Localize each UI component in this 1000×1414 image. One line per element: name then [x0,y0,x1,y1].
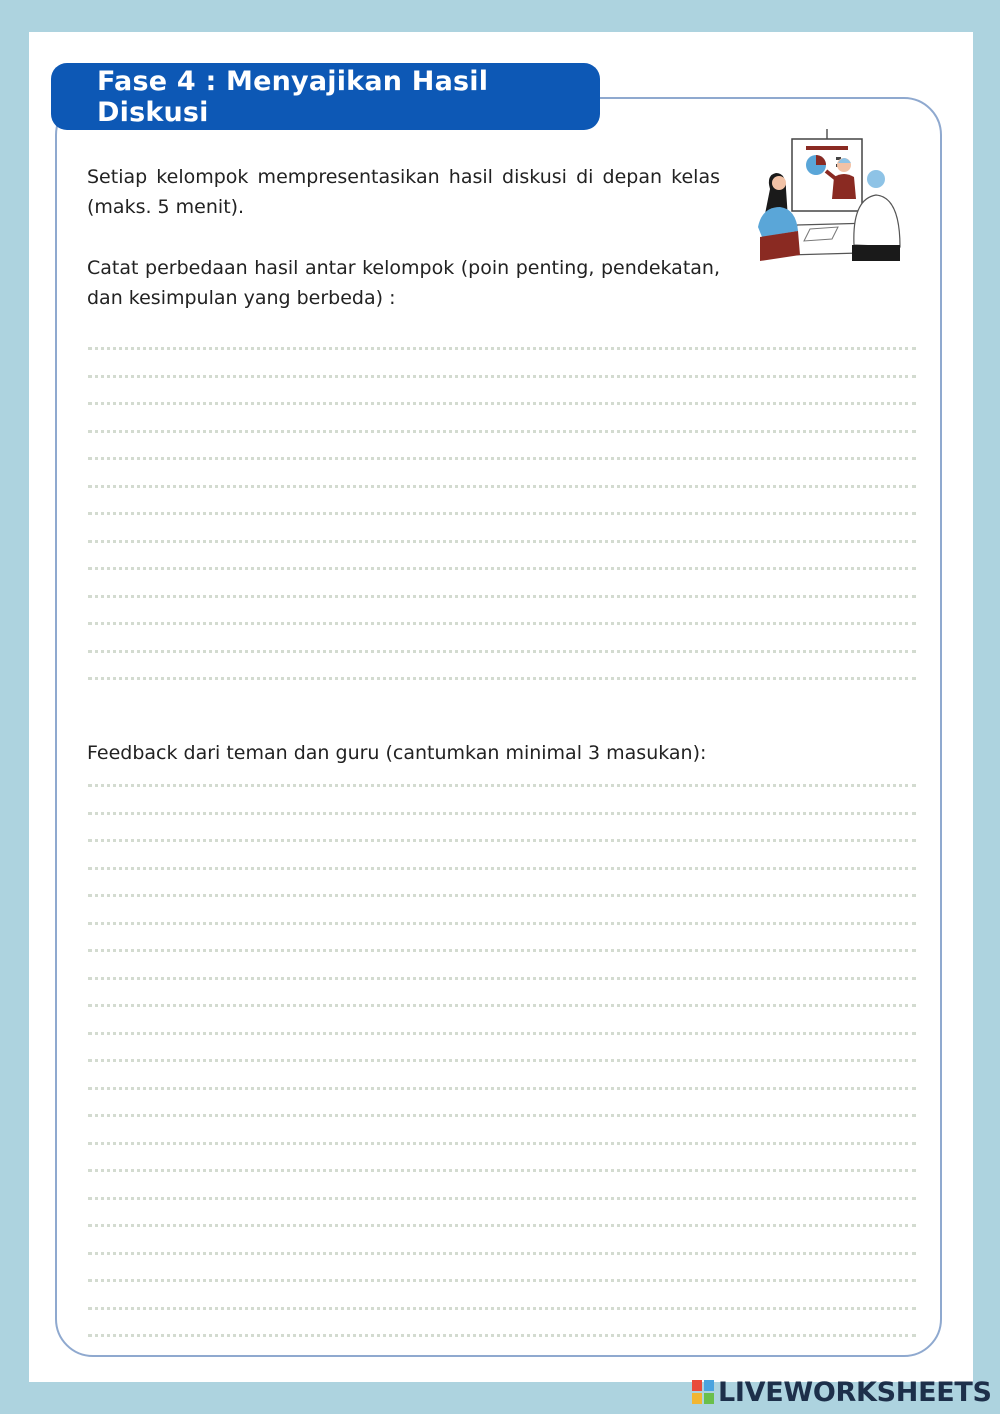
writing-line[interactable] [88,485,916,488]
writing-line[interactable] [88,867,916,870]
writing-line[interactable] [88,1004,916,1007]
presentation-meeting-icon [752,127,907,269]
writing-line[interactable] [88,1307,916,1310]
instruction-differences: Catat perbedaan hasil antar kelompok (poin penting, pendekatan, dan kesimpulan yang berbeda) : [87,257,720,309]
page-title [51,63,600,130]
writing-line[interactable] [88,347,916,350]
writing-line[interactable] [88,1279,916,1282]
writing-line[interactable] [88,540,916,543]
page-title-text: Fase 4 : Menyajikan Hasil Diskusi [97,65,489,128]
writing-line[interactable] [88,1224,916,1227]
writing-line[interactable] [88,622,916,625]
writing-line[interactable] [88,784,916,787]
writing-line[interactable] [88,457,916,460]
writing-line[interactable] [88,430,916,433]
writing-line[interactable] [88,812,916,815]
brand-name: LIVEWORKSHEETS [718,1376,992,1408]
writing-line[interactable] [88,402,916,405]
writing-line[interactable] [88,1087,916,1090]
writing-line[interactable] [88,677,916,680]
writing-line[interactable] [88,839,916,842]
writing-line[interactable] [88,512,916,515]
writing-line[interactable] [88,1142,916,1145]
writing-line[interactable] [88,1334,916,1337]
instruction-feedback: Feedback dari teman dan guru (cantumkan minimal 3 masukan): [87,742,707,764]
writing-line[interactable] [88,894,916,897]
instruction-presentation: Setiap kelompok mempresentasikan hasil diskusi di depan kelas (maks. 5 menit). [87,166,720,218]
writing-line[interactable] [88,1114,916,1117]
writing-line[interactable] [88,1169,916,1172]
writing-line[interactable] [88,949,916,952]
writing-line[interactable] [88,1032,916,1035]
writing-line[interactable] [88,977,916,980]
writing-line[interactable] [88,1059,916,1062]
answer-area-differences[interactable] [88,347,916,705]
writing-line[interactable] [88,375,916,378]
writing-line[interactable] [88,595,916,598]
liveworksheets-logo[interactable] [692,1376,992,1408]
writing-line[interactable] [88,922,916,925]
writing-line[interactable] [88,1197,916,1200]
answer-area-feedback[interactable] [88,784,916,1362]
liveworksheets-logo-icon [692,1380,714,1404]
writing-line[interactable] [88,1252,916,1255]
writing-line[interactable] [88,567,916,570]
writing-line[interactable] [88,650,916,653]
